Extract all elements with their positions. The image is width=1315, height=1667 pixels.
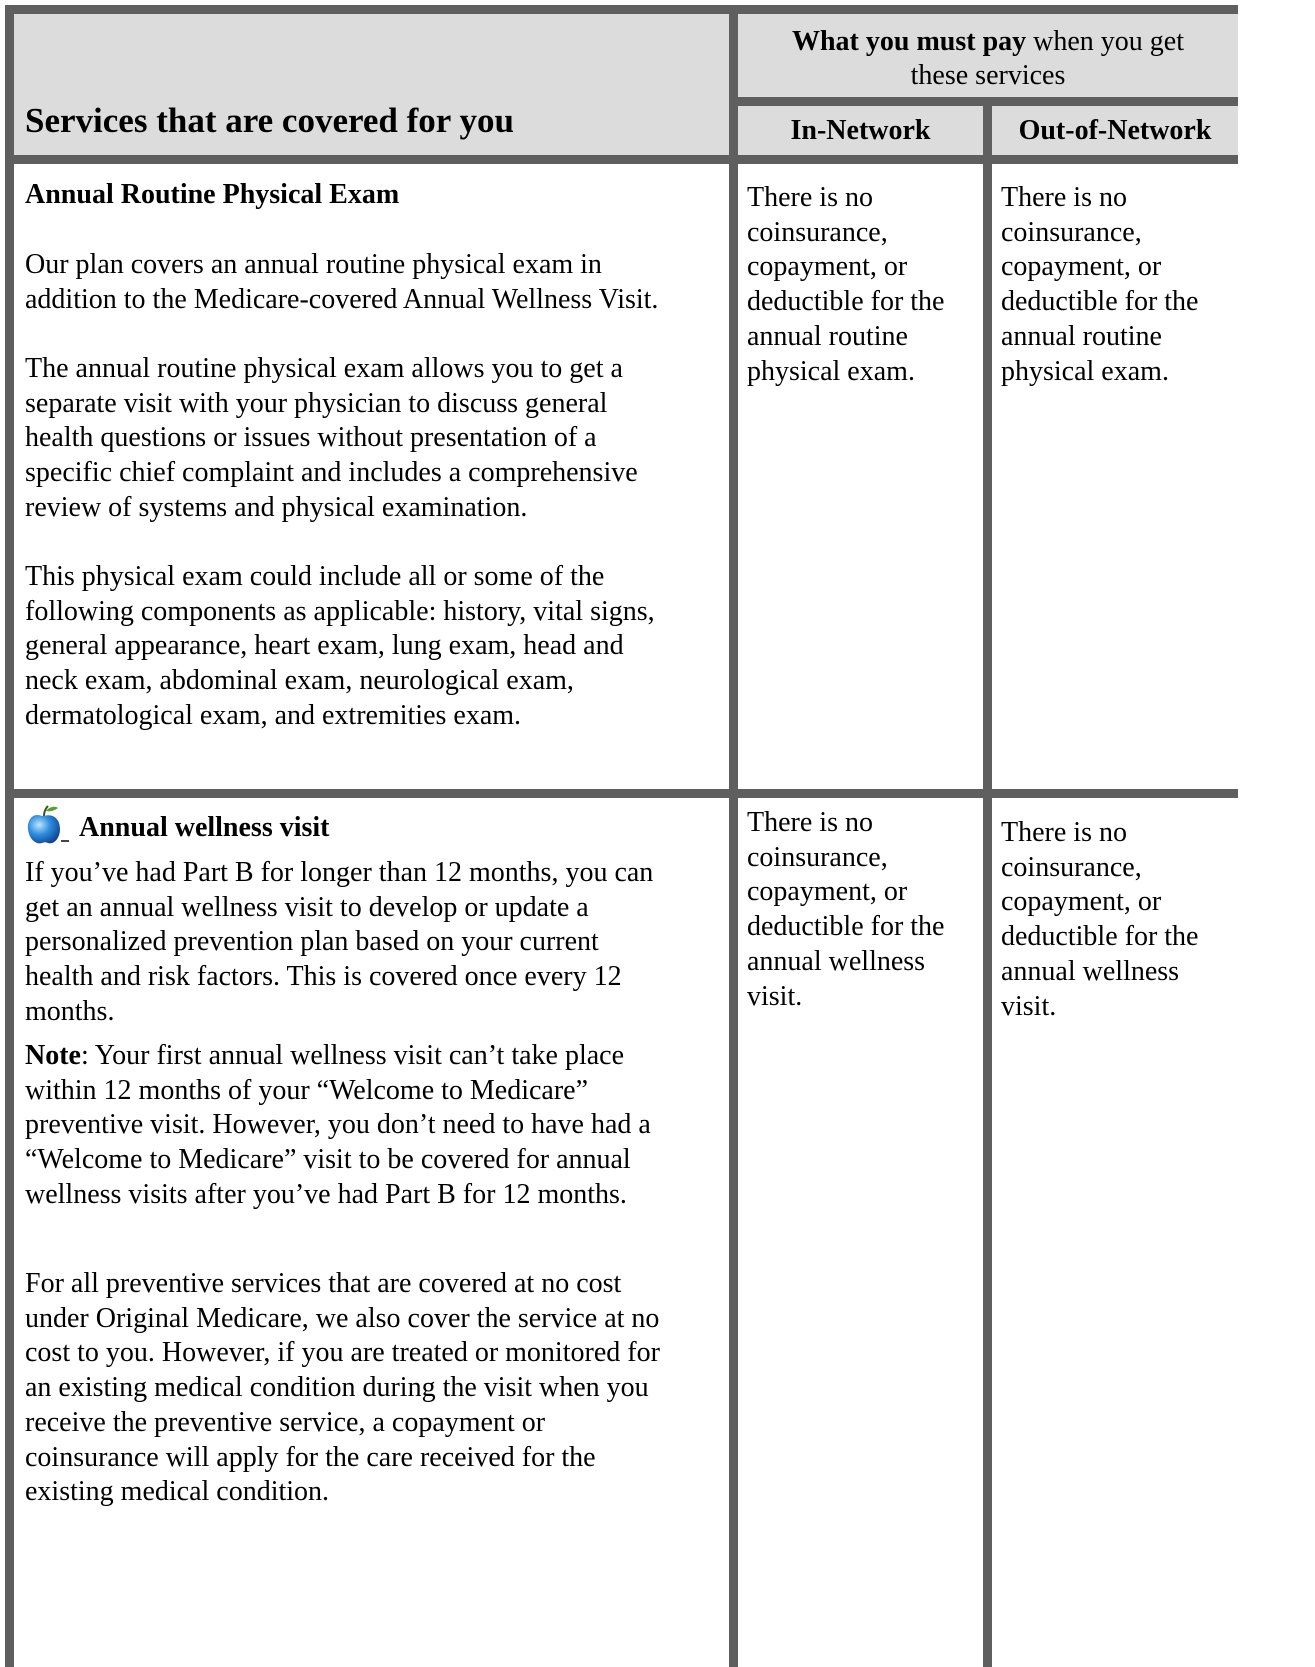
note-label: Note bbox=[25, 1040, 81, 1071]
header-bottom-divider bbox=[14, 155, 1238, 164]
wellness-note: Note: Your first annual wellness visit can’t take place within 12 months of your “Welcome to Medicare” preventive visit. However, you don’t need to have had a “Welcome to Medicare” visit to be covered for annual wellness visits after you’ve had Part B for 12 months. bbox=[25, 1040, 651, 1210]
table-border-left bbox=[5, 5, 14, 1667]
wellness-out-network-cost: There is no coinsurance, copayment, or deductible for the annual wellness visit. bbox=[1001, 817, 1199, 1022]
pay-header-rest: when you get bbox=[1026, 26, 1185, 57]
pay-header bbox=[738, 25, 1238, 93]
row-divider bbox=[14, 789, 1238, 798]
physical-exam-out-network-cost: There is no coinsurance, copayment, or deductible for the annual routine physical exam. bbox=[1001, 182, 1199, 387]
pay-header-bold: What you must pay bbox=[791, 26, 1027, 57]
row-heading-physical-exam: Annual Routine Physical Exam bbox=[25, 179, 400, 210]
physical-exam-in-network-cost: There is no coinsurance, copayment, or deductible for the annual routine physical exam. bbox=[747, 182, 945, 387]
apple-icon bbox=[25, 804, 75, 846]
row-heading-wellness-visit: Annual wellness visit bbox=[79, 812, 330, 843]
services-title: Services that are covered for you bbox=[25, 101, 514, 140]
table-border-top bbox=[5, 5, 1238, 14]
pay-header-line2: these services bbox=[910, 60, 1066, 91]
header-pay-divider bbox=[738, 97, 1238, 106]
wellness-paragraph-1: If you’ve had Part B for longer than 12 months, you can get an annual wellness visit to develop or update a personalized prevention plan based on your current health and risk factors. This is covered once every 12 months. bbox=[25, 857, 654, 1027]
physical-exam-paragraph-1: Our plan covers an annual routine physical exam in addition to the Medicare-covered Annual Wellness Visit. bbox=[25, 249, 659, 315]
wellness-paragraph-2: For all preventive services that are covered at no cost under Original Medicare, we also cover the service at no cost to you. However, if you are treated or monitored for an existing medical condition during the visit when you receive the preventive service, a copayment or coinsurance will apply for the care received for the existing medical condition. bbox=[25, 1268, 660, 1508]
wellness-in-network-cost: There is no coinsurance, copayment, or deductible for the annual wellness visit. bbox=[747, 807, 945, 1012]
in-network-header: In-Network bbox=[790, 115, 931, 146]
physical-exam-paragraph-2: The annual routine physical exam allows you to get a separate visit with your physician to discuss general health questions or issues without presentation of a specific chief complaint and includes a comprehensive review of systems and physical examination. bbox=[25, 353, 638, 523]
out-network-header: Out-of-Network bbox=[1018, 115, 1212, 146]
column-divider-network bbox=[983, 97, 992, 1667]
column-divider-main bbox=[729, 5, 738, 1667]
physical-exam-paragraph-3: This physical exam could include all or some of the following components as applicable: history, vital signs, general appearance, heart exam, lung exam, head and neck exam, abdominal exam, neurological exam, dermatological exam, and extremities exam. bbox=[25, 561, 655, 731]
